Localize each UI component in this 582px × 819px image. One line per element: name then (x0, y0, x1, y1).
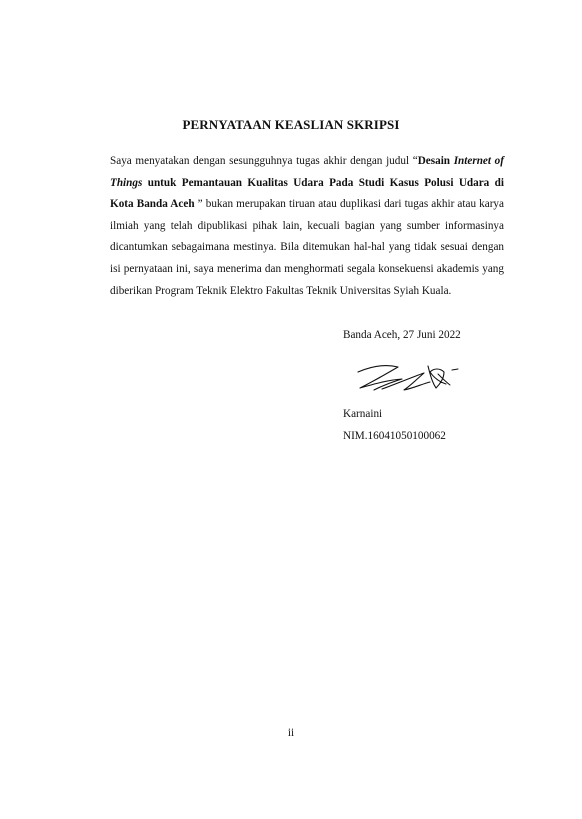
signer-nim: NIM.16041050100062 (343, 430, 446, 442)
page-number: ii (287, 727, 295, 739)
signature-image (352, 358, 464, 398)
statement-intro: Saya menyatakan dengan sesungguhnya tugas akhir dengan judul “ (110, 155, 418, 167)
place-date: Banda Aceh, 27 Juni 2022 (343, 329, 461, 341)
page-title: PERNYATAAN KEASLIAN SKRIPSI (182, 117, 400, 132)
thesis-title-part-1: Desain (417, 155, 454, 167)
statement-rest: ” bukan merupakan tiruan atau duplikasi dari tugas akhir atau karya ilmiah yang telah dipublikasi pihak lain, kecuali bagian yang sumber informasinya dicantumkan sebagaimana mestinya. Bila ditemukan hal-hal yang tidak sesuai dengan isi pernyataan ini, saya menerima dan menghormati segala konsekuensi akademis yang diberikan Program Teknik Elektro Fakultas Teknik Universitas Syiah Kuala. (110, 198, 504, 297)
thesis-title-italic: Internet of Things (110, 155, 504, 189)
signer-name: Karnaini (343, 408, 383, 420)
thesis-title-part-2: untuk Pemantauan Kualitas Udara Pada Studi Kasus Polusi Udara di Kota Banda Aceh (110, 176, 504, 211)
statement-paragraph (110, 151, 504, 302)
